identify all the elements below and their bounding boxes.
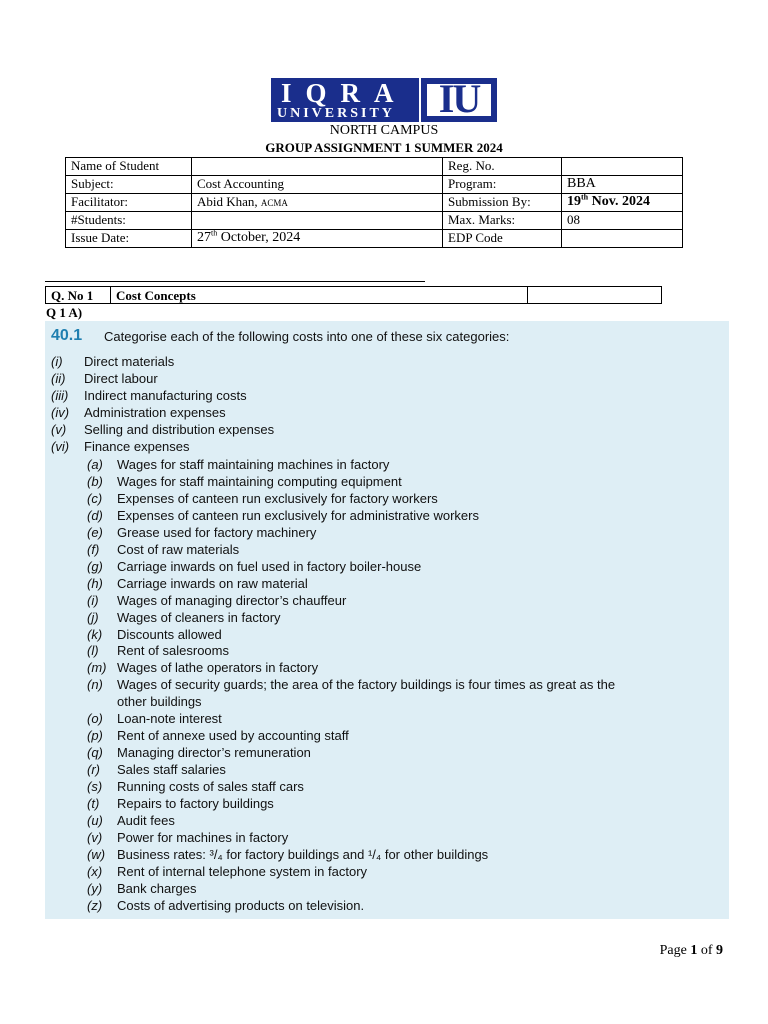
cost-item-text: Expenses of canteen run exclusively for factory workers bbox=[117, 490, 438, 506]
cost-item-label: (p) bbox=[87, 728, 103, 744]
table-row bbox=[66, 194, 683, 212]
category-label: (i) bbox=[51, 354, 63, 369]
cost-item-text: Expenses of canteen run exclusively for administrative workers bbox=[117, 507, 479, 523]
cost-item-text: Costs of advertising products on television. bbox=[117, 897, 365, 913]
cost-item-label: (u) bbox=[87, 812, 103, 828]
students-label: #Students: bbox=[66, 212, 192, 230]
category-label: (vi) bbox=[51, 439, 70, 454]
cost-item-label: (t) bbox=[87, 796, 100, 811]
cost-item-text: Wages of managing director’s chauffeur bbox=[117, 592, 347, 608]
question-number-cell: Q. No 1 bbox=[46, 287, 111, 304]
cost-item-label: (s) bbox=[87, 779, 103, 795]
question-intro: Categorise each of the following costs into one of these six categories: bbox=[104, 329, 510, 344]
cost-item-text: Running costs of sales staff cars bbox=[117, 779, 304, 795]
logo-iu-text: IU bbox=[438, 76, 480, 121]
issue-rest: October, 2024 bbox=[217, 230, 301, 245]
cost-item-label: (y) bbox=[87, 880, 103, 896]
campus-name: NORTH CAMPUS bbox=[329, 123, 439, 138]
cost-item-text: Carriage inwards on raw material bbox=[117, 575, 308, 591]
table-row bbox=[66, 212, 683, 230]
category-label: (iv) bbox=[51, 405, 70, 420]
cost-item-label: (m) bbox=[87, 660, 107, 676]
submission-value bbox=[562, 194, 683, 212]
cost-item-label: (e) bbox=[87, 524, 103, 540]
maxmarks-value: 08 bbox=[562, 212, 683, 230]
facilitator-cell bbox=[192, 194, 443, 212]
issue-day: 27 bbox=[197, 230, 211, 245]
cost-item-text: Cost of raw materials bbox=[117, 541, 240, 557]
cost-item-label: (h) bbox=[87, 575, 103, 591]
page-prefix: Page bbox=[659, 943, 691, 958]
cost-item-text: Bank charges bbox=[117, 880, 197, 896]
category-label: (ii) bbox=[51, 371, 66, 386]
table-row bbox=[66, 176, 683, 194]
cost-item-label: (f) bbox=[87, 541, 100, 557]
submission-rest: Nov. 2024 bbox=[588, 194, 650, 209]
table-row bbox=[66, 158, 683, 176]
logo-university-text: UNIVERSITY bbox=[277, 106, 395, 121]
category-label: (iii) bbox=[51, 388, 69, 403]
facilitator-value: Abid Khan, bbox=[197, 194, 258, 209]
question-number: 40.1 bbox=[51, 327, 83, 344]
edp-label: EDP Code bbox=[443, 230, 562, 248]
student-info-table bbox=[65, 157, 683, 248]
question-panel bbox=[45, 321, 729, 919]
cost-item-text: Sales staff salaries bbox=[117, 762, 226, 778]
issue-sup: th bbox=[211, 228, 218, 238]
cost-item-text: Discounts allowed bbox=[117, 626, 222, 642]
table-row bbox=[46, 287, 662, 304]
cost-item-label: (i) bbox=[87, 592, 99, 608]
category-text: Selling and distribution expenses bbox=[84, 422, 275, 437]
cost-item-text: Rent of annexe used by accounting staff bbox=[117, 728, 349, 744]
name-label: Name of Student bbox=[66, 158, 192, 176]
subject-value: Cost Accounting bbox=[192, 176, 443, 194]
reg-value bbox=[562, 158, 683, 176]
table-row bbox=[66, 230, 683, 248]
cost-item-text: Business rates: ³/₄ for factory buildings and ¹/₄ for other buildings bbox=[117, 846, 489, 862]
cost-item-text: other buildings bbox=[117, 694, 202, 710]
university-logo bbox=[271, 78, 497, 122]
cost-item-text: Wages for staff maintaining computing equipment bbox=[117, 473, 402, 489]
issue-value bbox=[192, 230, 443, 248]
name-value bbox=[192, 158, 443, 176]
divider bbox=[45, 281, 425, 282]
page-of: of bbox=[697, 943, 716, 958]
cost-item-label: (k) bbox=[87, 626, 103, 642]
cost-item-label: (a) bbox=[87, 457, 103, 472]
cost-item-label: (l) bbox=[87, 643, 99, 659]
category-text: Indirect manufacturing costs bbox=[84, 388, 247, 403]
submission-day: 19 bbox=[567, 194, 581, 209]
cost-item-text: Grease used for factory machinery bbox=[117, 524, 317, 540]
submission-label: Submission By: bbox=[443, 194, 562, 212]
cost-item-text: Wages of security guards; the area of the factory buildings is four times as great as the bbox=[117, 677, 616, 693]
cost-item-text: Wages of lathe operators in factory bbox=[117, 660, 319, 676]
cost-item-text: Loan-note interest bbox=[117, 711, 222, 727]
cost-item-label: (v) bbox=[87, 829, 103, 845]
cost-item-text: Audit fees bbox=[117, 812, 175, 828]
program-label: Program: bbox=[443, 176, 562, 194]
cost-item-label: (j) bbox=[87, 609, 99, 625]
facilitator-suffix: ACMA bbox=[260, 198, 288, 208]
cost-item-label: (x) bbox=[87, 863, 103, 879]
cost-item-label: (z) bbox=[87, 897, 103, 913]
cost-item-text: Carriage inwards on fuel used in factory boiler-house bbox=[117, 558, 422, 574]
cost-item-label: (r) bbox=[87, 762, 100, 778]
cost-item-text: Wages of cleaners in factory bbox=[117, 609, 281, 625]
category-label: (v) bbox=[51, 422, 67, 437]
category-text: Direct materials bbox=[84, 354, 175, 369]
cost-item-label: (o) bbox=[87, 711, 103, 727]
cost-item-label: (g) bbox=[87, 558, 103, 574]
cost-item-label: (c) bbox=[87, 490, 103, 506]
cost-item-label: (d) bbox=[87, 507, 103, 523]
logo-iqra-text: IQRA bbox=[281, 78, 408, 108]
question-title-cell: Cost Concepts bbox=[111, 287, 528, 304]
category-text: Finance expenses bbox=[84, 439, 190, 454]
program-value: BBA bbox=[562, 176, 683, 194]
reg-label: Reg. No. bbox=[443, 158, 562, 176]
cost-item-text: Managing director’s remuneration bbox=[117, 745, 311, 761]
students-value bbox=[192, 212, 443, 230]
page-current: 1 bbox=[690, 943, 698, 958]
logo-wordmark-block bbox=[271, 78, 419, 122]
page-total: 9 bbox=[716, 943, 723, 958]
page-number bbox=[660, 943, 723, 959]
maxmarks-label: Max. Marks: bbox=[443, 212, 562, 230]
facilitator-label: Facilitator: bbox=[66, 194, 192, 212]
cost-item-text: Repairs to factory buildings bbox=[117, 796, 274, 811]
category-text: Administration expenses bbox=[84, 405, 226, 420]
cost-item-text: Rent of internal telephone system in factory bbox=[117, 863, 368, 879]
question-header-table bbox=[45, 286, 662, 304]
issue-label: Issue Date: bbox=[66, 230, 192, 248]
edp-value bbox=[562, 230, 683, 248]
cost-item-text: Rent of salesrooms bbox=[117, 643, 229, 659]
question-blank-cell bbox=[528, 287, 662, 304]
question-part-label: Q 1 A) bbox=[46, 305, 83, 320]
submission-sup: th bbox=[581, 192, 589, 202]
cost-item-label: (q) bbox=[87, 745, 103, 761]
cost-item-label: (n) bbox=[87, 677, 103, 693]
logo-iu-block bbox=[421, 78, 497, 122]
subject-label: Subject: bbox=[66, 176, 192, 194]
assignment-title: GROUP ASSIGNMENT 1 SUMMER 2024 bbox=[265, 140, 503, 155]
cost-item-label: (b) bbox=[87, 473, 103, 489]
cost-item-text: Power for machines in factory bbox=[117, 829, 289, 845]
cost-item-label: (w) bbox=[87, 846, 106, 862]
category-text: Direct labour bbox=[84, 371, 158, 386]
cost-item-text: Wages for staff maintaining machines in factory bbox=[117, 457, 390, 472]
